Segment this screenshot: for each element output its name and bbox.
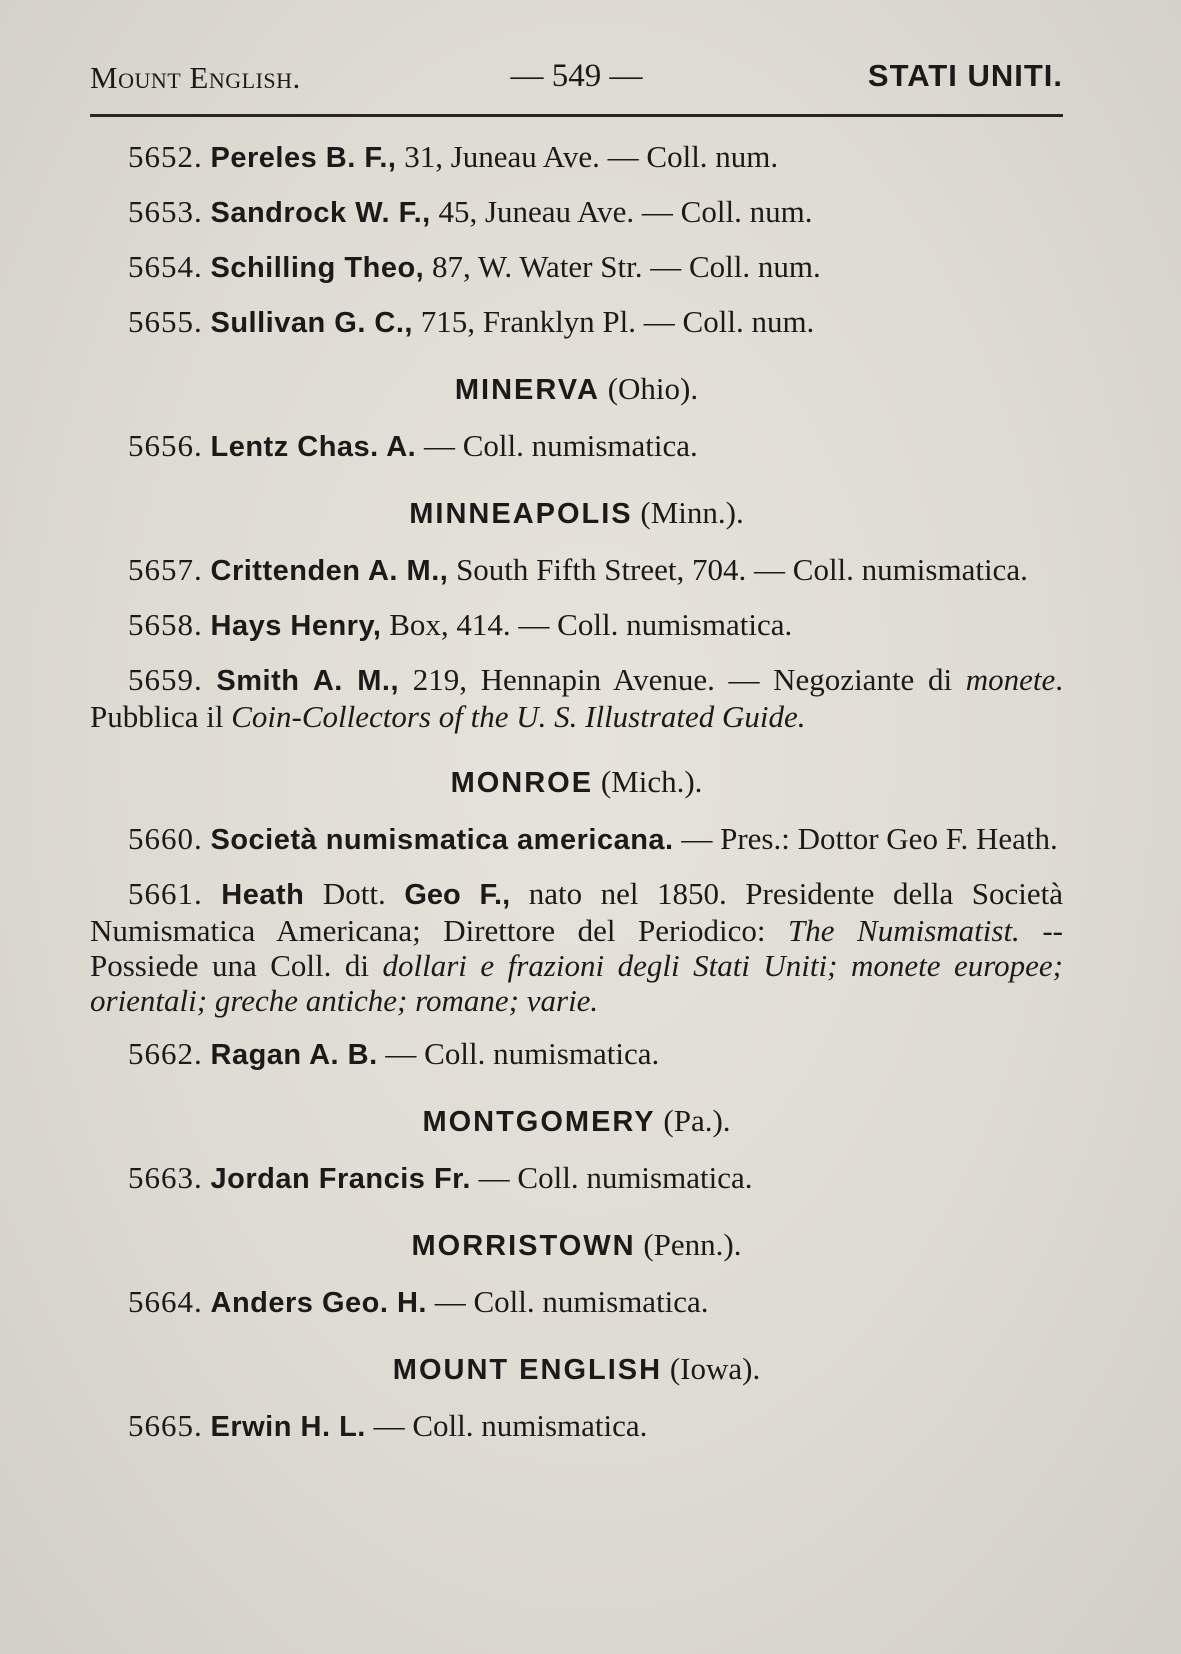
entry-5656: 5656. Lentz Chas. A. — Coll. numismatica. [128, 428, 698, 463]
running-head-right: STATI UNITI. [867, 58, 1063, 93]
city-heading-morristown: MORRISTOWN (Penn.). [411, 1227, 742, 1262]
entry-5659: 5659. Smith A. M., 219, Hennapin Avenue. — Negoziante di monete. Pubblica il Coin-Collectors of the U. S. Illustrated Guide. [90, 662, 1063, 734]
entry-5661: 5661. Heath Dott. Geo F., nato nel 1850. Presidente della Società Numismatica Americana; Direttore del Periodico: The Numismatist. -- Possiede una Coll. di dollari e frazioni degli Stati Uniti; monete europee; orientali; greche antiche; romane; varie. [90, 876, 1063, 1018]
entry-5655: 5655. Sullivan G. C., 715, Franklyn Pl. — Coll. num. [128, 304, 815, 339]
entry-5662: 5662. Ragan A. B. — Coll. numismatica. [128, 1036, 660, 1071]
page-header [90, 52, 1063, 117]
entry-5657: 5657. Crittenden A. M., South Fifth Street, 704. — Coll. numismatica. [128, 552, 1028, 587]
entry-5663: 5663. Jordan Francis Fr. — Coll. numismatica. [128, 1160, 753, 1195]
entry-5652: 5652. Pereles B. F., 31, Juneau Ave. — Coll. num. [128, 139, 779, 174]
entry-5654: 5654. Schilling Theo, 87, W. Water Str. — Coll. num. [128, 249, 821, 284]
entry-5658: 5658. Hays Henry, Box, 414. — Coll. numismatica. [128, 607, 793, 642]
entry-5653: 5653. Sandrock W. F., 45, Juneau Ave. — Coll. num. [128, 194, 813, 229]
entry-5665: 5665. Erwin H. L. — Coll. numismatica. [128, 1408, 648, 1443]
entry-5660: 5660. Società numismatica americana. — Pres.: Dottor Geo F. Heath. [128, 821, 1058, 856]
city-heading-minerva: MINERVA (Ohio). [454, 371, 699, 406]
page-number: — 549 — [510, 58, 643, 94]
page-content [90, 139, 1063, 1445]
city-heading-montgomery: MONTGOMERY (Pa.). [422, 1103, 731, 1138]
city-heading-mount-english: MOUNT ENGLISH (Iowa). [392, 1351, 761, 1386]
city-heading-minneapolis: MINNEAPOLIS (Minn.). [409, 495, 744, 530]
running-head-left: Mount English. [90, 60, 301, 95]
entry-5664: 5664. Anders Geo. H. — Coll. numismatica. [128, 1284, 709, 1319]
city-heading-monroe: MONROE (Mich.). [450, 764, 703, 799]
